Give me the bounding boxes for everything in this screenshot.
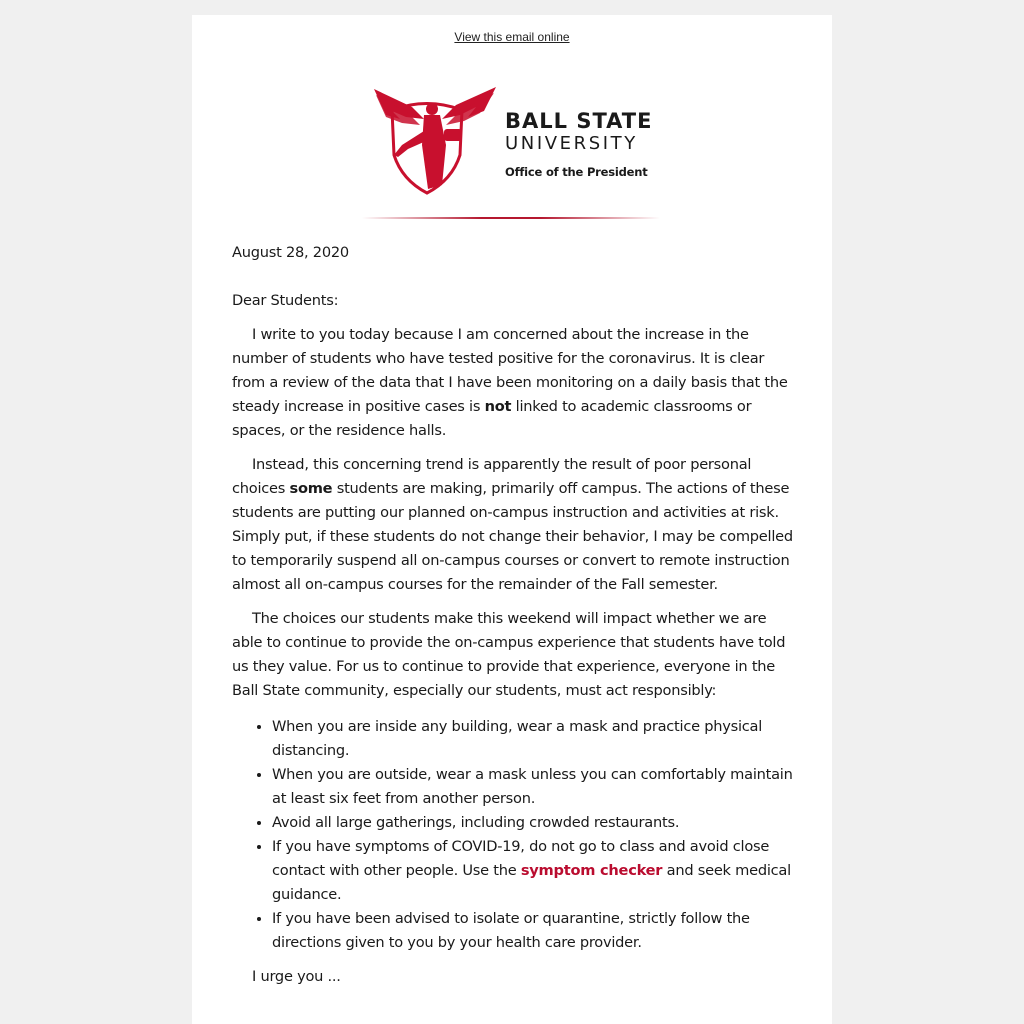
paragraph-1-text-b: linked to academic classrooms or spaces, or the residence halls. [232,398,752,439]
logo-wordmark [505,109,652,179]
logo-line-ball-state: BALL STATE [505,109,653,133]
paragraph-1-emphasis: not [484,398,512,415]
paragraph-2-text-a: Instead, this concerning trend is apparently the result of poor personal choices [232,456,752,497]
logo-line-office: Office of the President [505,165,648,179]
list-item: • Avoid all large gatherings, including crowded restaurants. [272,811,794,835]
paragraph-4-partial: I urge you ... [252,968,341,985]
list-item: • When you are outside, wear a mask unless you can comfortably maintain at least six feet from another person. [272,763,794,811]
paragraph-3: The choices our students make this weekend will impact whether we are able to continue to provide the on-campus experience that students have told us they value. For us to continue to provide that experience, everyone in the Ball State community, especially our students, must act responsibly: [232,610,786,699]
logo-line-university: UNIVERSITY [505,133,638,154]
list-item-text-b: and seek medical guidance. [272,862,791,903]
guidelines-list [232,715,794,955]
letter-salutation: Dear Students: [232,292,339,309]
email-card [192,15,832,1024]
list-item-text-a: If you have symptoms of COVID-19, do not go to class and avoid close contact with other people. Use the [272,838,770,879]
list-item [272,835,794,907]
letter-date: August 28, 2020 [232,244,349,261]
list-item: • If you have been advised to isolate or quarantine, strictly follow the directions given to you by your health care provider. [272,907,794,955]
header-divider [362,217,660,219]
paragraph-2-emphasis: some [289,480,333,497]
view-email-online-link[interactable]: View this email online [454,30,570,44]
list-item: • When you are inside any building, wear a mask and practice physical distancing. [272,715,794,763]
paragraph-1-text-a: I write to you today because I am concerned about the increase in the number of students who have tested positive for the coronavirus. It is clear from a review of the data that I have been monitoring on a daily basis that the steady increase in positive cases is [232,326,788,415]
view-online-container [192,30,832,44]
symptom-checker-link[interactable]: symptom checker [520,862,663,879]
paragraph-1 [232,323,794,443]
paragraph-2 [232,453,794,597]
letter-body [232,241,794,999]
paragraph-2-text-b: students are making, primarily off campus. The actions of these students are putting our planned on-campus instruction and activities at risk. Simply put, if these students do not change their behavior, I may be compelled to temporarily suspend all on-campus courses or convert to remote instruction almost all on-campus courses for the remainder of the Fall semester. [232,480,793,593]
